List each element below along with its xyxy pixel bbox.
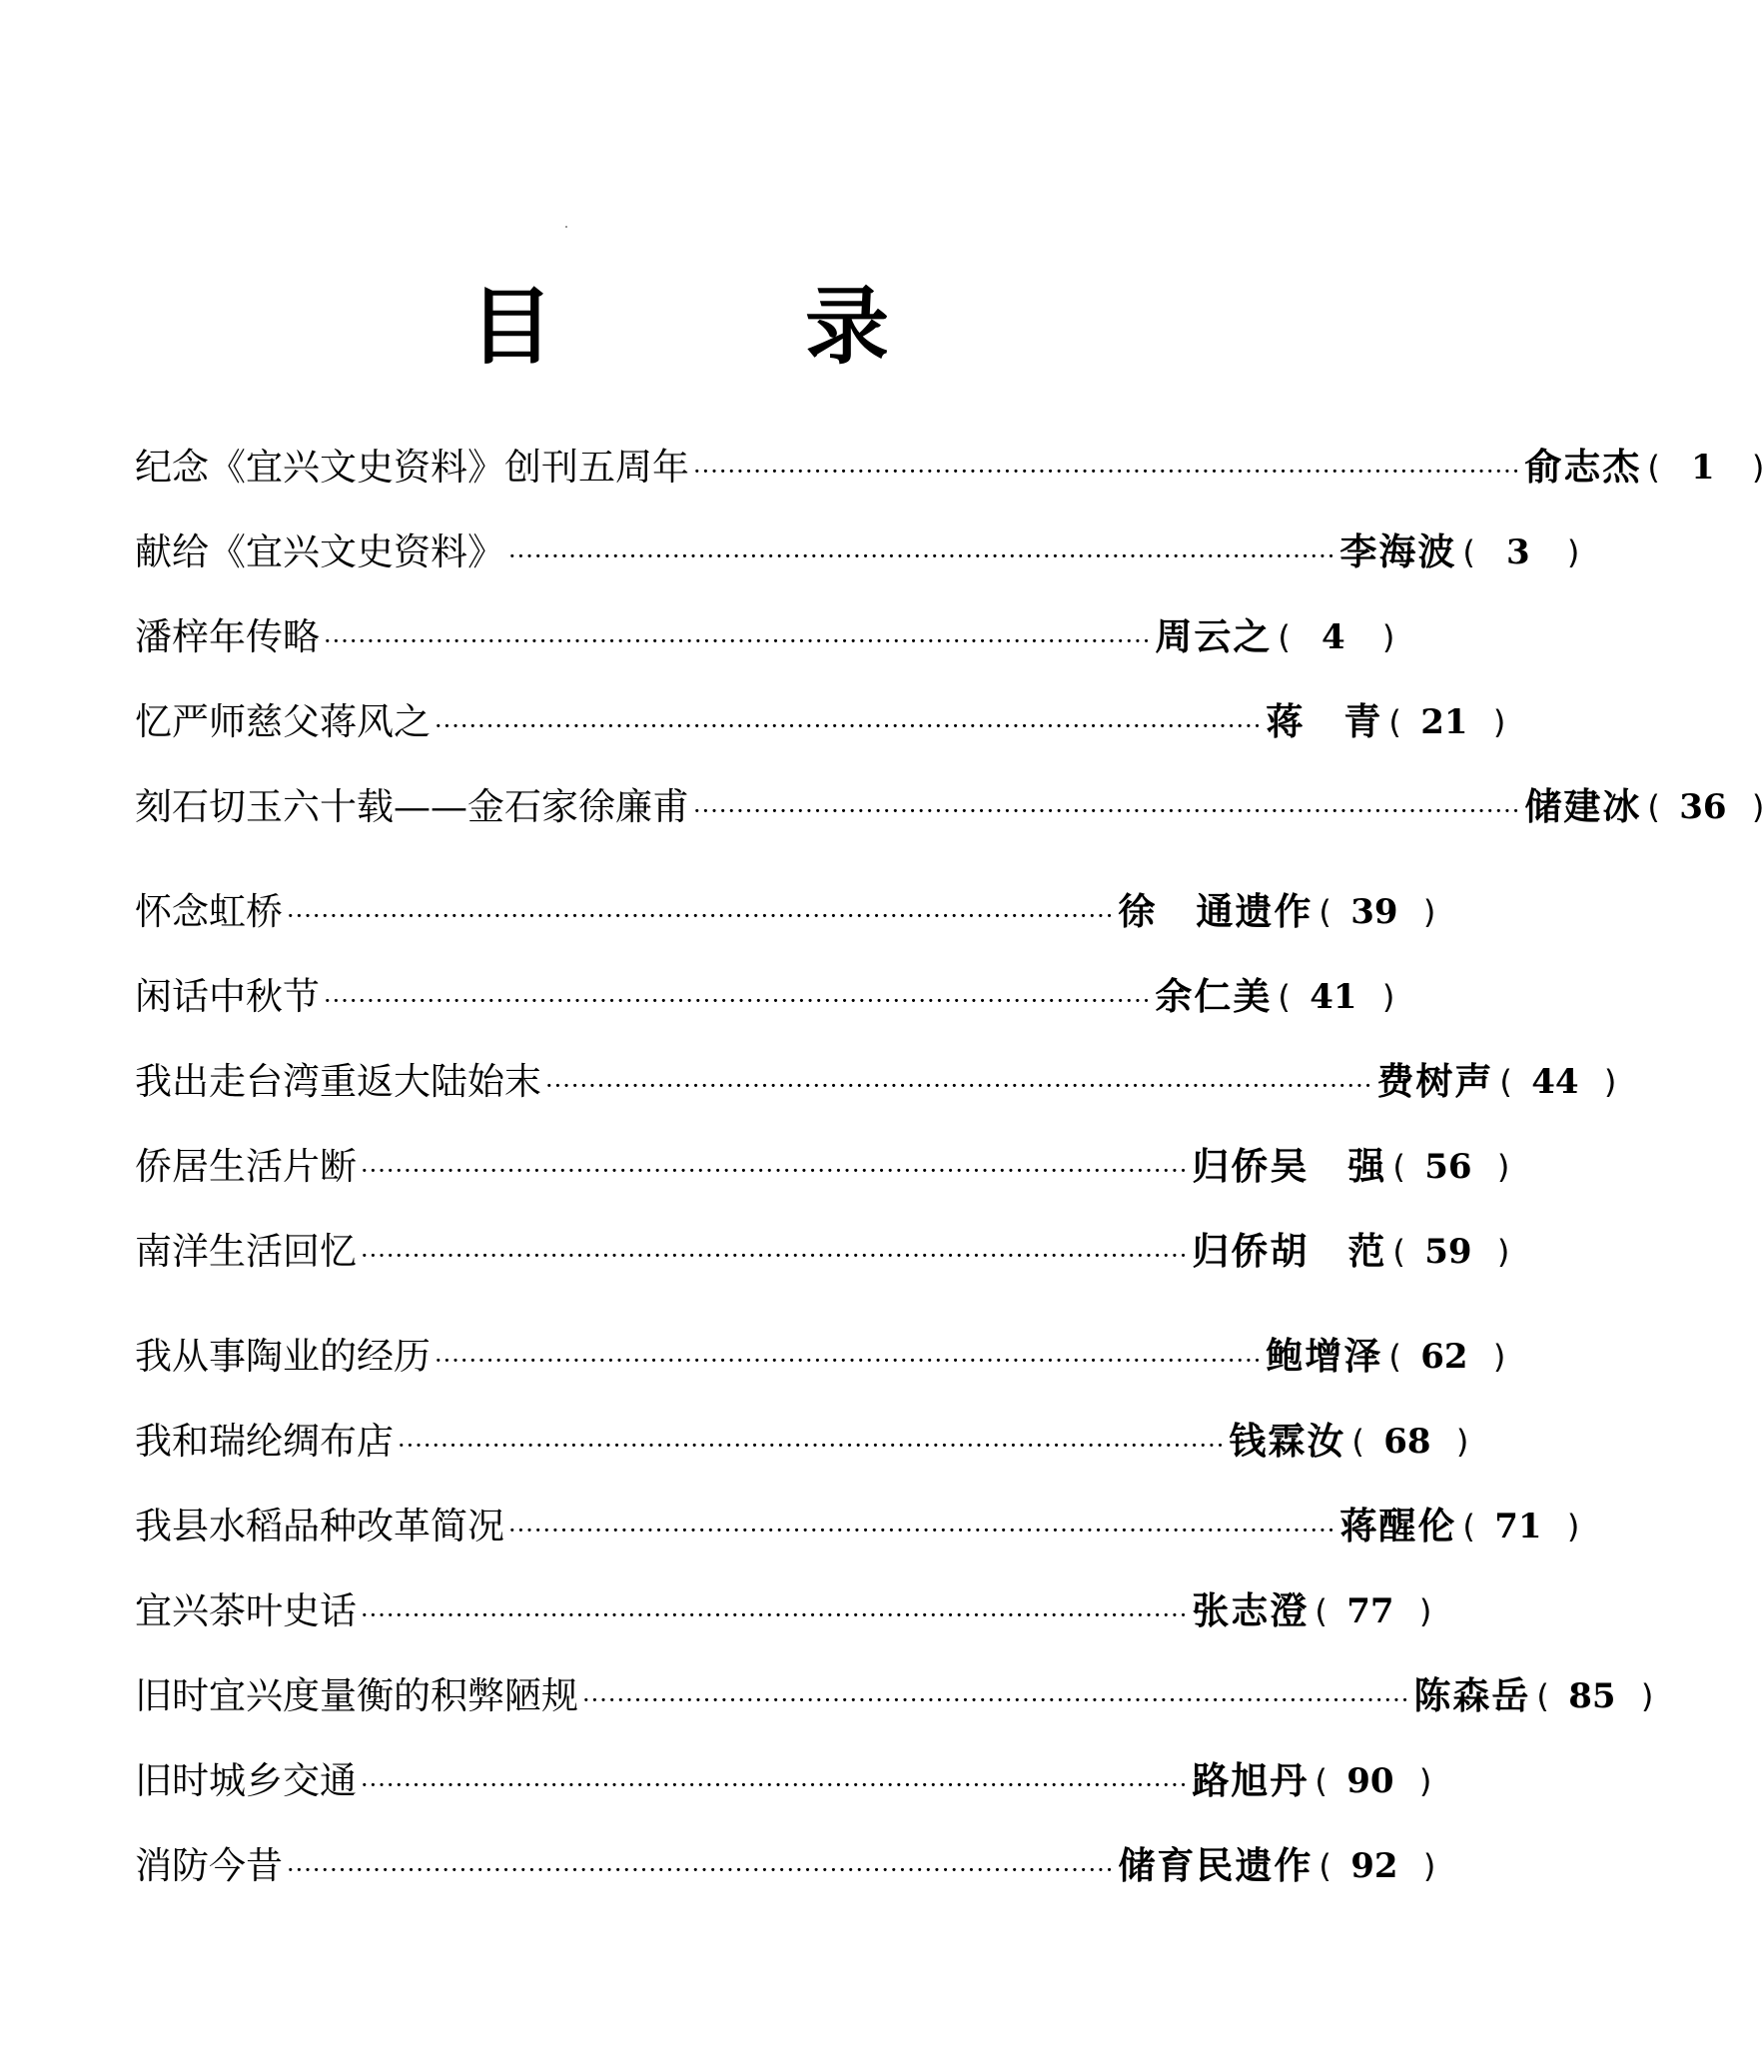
close-paren: ) [1492,702,1506,741]
table-of-contents [135,425,1764,1908]
open-paren: ( [1315,1591,1327,1630]
dot-leader: ································································································ [398,1431,1226,1460]
entry-page: 56 [1424,1146,1472,1187]
open-paren: ( [1388,1337,1401,1376]
close-paren: ) [1566,1507,1580,1546]
open-paren: ( [1278,617,1291,656]
toc-entry [135,1738,1432,1823]
open-paren: ( [1462,532,1475,571]
entry-author: 周云之 [1155,614,1273,658]
dot-leader: ································································································ [361,1156,1189,1185]
entry-page: 77 [1346,1590,1394,1631]
close-paren: ) [1381,977,1395,1016]
entry-author: 张志澄 [1192,1588,1310,1632]
close-paren: ) [1455,1422,1469,1461]
toc-entry [135,869,1436,954]
title-char-2: 录 [804,278,889,376]
close-paren: ) [1751,448,1764,487]
entry-title: 纪念《宜兴文史资料》创刊五周年 [135,446,689,489]
close-paren: ) [1418,1591,1432,1630]
dot-leader: ································································································ [361,1770,1189,1799]
toc-entry [135,594,1395,679]
open-paren: ( [1392,1232,1405,1271]
entry-title: 怀念虹桥 [135,890,283,933]
toc-entry [135,764,1764,849]
entry-author: 归侨吴 强 [1192,1144,1387,1188]
entry-page: 59 [1424,1231,1472,1272]
entry-page: 36 [1679,786,1727,827]
dot-leader: ································································································ [545,1071,1373,1100]
toc-entry [135,1823,1436,1908]
entry-page: 3 [1506,531,1530,572]
dot-leader: ································································································ [693,457,1521,486]
entry-title: 献给《宜兴文史资料》 [135,530,504,573]
close-paren: ) [1418,1761,1432,1800]
entry-page: 62 [1420,1336,1468,1377]
entry-author: 费树声 [1376,1059,1494,1103]
open-paren: ( [1647,448,1660,487]
entry-title: 宜兴茶叶史话 [135,1589,357,1632]
entry-author: 储建冰 [1524,784,1642,828]
dot-leader: ································································································ [693,796,1521,825]
entry-title: 潘梓年传略 [135,615,320,658]
entry-author: 储育民遗作 [1118,1843,1314,1887]
open-paren: ( [1536,1676,1549,1715]
entry-author: 李海波 [1339,529,1457,573]
toc-entry [135,1484,1580,1568]
open-paren: ( [1499,1062,1512,1101]
entry-title: 消防今昔 [135,1844,283,1887]
entry-title: 我出走台湾重返大陆始末 [135,1060,541,1103]
toc-entry [135,425,1764,510]
dot-leader: ································································································ [324,986,1152,1015]
entry-page: 4 [1322,616,1345,657]
open-paren: ( [1319,1846,1331,1885]
toc-entry [135,1209,1510,1294]
close-paren: ) [1566,532,1580,571]
close-paren: ) [1422,892,1436,931]
title-char-1: 目 [469,278,554,376]
toc-entry [135,1039,1617,1124]
dot-leader: ································································································ [361,1241,1189,1270]
open-paren: ( [1278,977,1291,1016]
entry-author: 陈森岳 [1413,1673,1531,1717]
toc-entry [135,1653,1654,1738]
entry-page: 68 [1383,1421,1431,1462]
dot-leader: ································································································ [435,711,1263,740]
toc-entry [135,1399,1469,1484]
open-paren: ( [1351,1422,1364,1461]
dot-leader: ································································································ [287,901,1115,930]
dot-leader: ································································································ [361,1600,1189,1629]
entry-author: 蒋 青 [1266,699,1383,743]
dot-leader: ································································································ [508,1516,1336,1545]
entry-page: 90 [1346,1760,1394,1801]
entry-title: 我和瑞纶绸布店 [135,1420,394,1463]
entry-page: 85 [1568,1675,1616,1716]
entry-author: 余仁美 [1155,974,1273,1018]
toc-entry [135,679,1506,764]
close-paren: ) [1496,1232,1510,1271]
entry-page: 39 [1350,891,1398,932]
close-paren: ) [1640,1676,1654,1715]
open-paren: ( [1647,787,1660,826]
open-paren: ( [1315,1761,1327,1800]
dot-leader: ································································································ [287,1855,1115,1884]
entry-title: 南洋生活回忆 [135,1230,357,1273]
entry-title: 刻石切玉六十载——金石家徐廉甫 [135,785,689,828]
open-paren: ( [1319,892,1331,931]
close-paren: ) [1603,1062,1617,1101]
open-paren: ( [1388,702,1401,741]
entry-title: 旧时城乡交通 [135,1759,357,1802]
toc-entry [135,510,1580,594]
entry-author: 钱霖汝 [1229,1419,1346,1463]
dot-leader: ································································································ [435,1346,1263,1375]
entry-page: 1 [1691,447,1715,488]
close-paren: ) [1422,1846,1436,1885]
entry-author: 归侨胡 范 [1192,1229,1387,1273]
dot-leader: ································································································ [508,541,1336,570]
dot-leader: ································································································ [324,626,1152,655]
entry-title: 我县水稻品种改革简况 [135,1505,504,1548]
close-paren: ) [1492,1337,1506,1376]
page-title [469,278,889,376]
entry-author: 蒋醒伦 [1339,1504,1457,1548]
toc-entry [135,1314,1506,1399]
entry-author: 俞志杰 [1524,445,1642,489]
entry-author: 徐 通遗作 [1118,889,1314,933]
entry-title: 忆严师慈父蒋风之 [135,700,431,743]
toc-entry [135,1568,1432,1653]
dot-leader: ································································································ [582,1685,1410,1714]
entry-title: 侨居生活片断 [135,1145,357,1188]
close-paren: ) [1751,787,1764,826]
toc-entry [135,954,1395,1039]
entry-page: 44 [1531,1061,1579,1102]
close-paren: ) [1496,1147,1510,1186]
entry-page: 21 [1420,701,1468,742]
open-paren: ( [1392,1147,1405,1186]
open-paren: ( [1462,1507,1475,1546]
entry-title: 闲话中秋节 [135,975,320,1018]
entry-author: 鲍增泽 [1266,1334,1383,1378]
entry-title: 我从事陶业的经历 [135,1335,431,1378]
close-paren: ) [1381,617,1395,656]
toc-entry [135,1124,1510,1209]
entry-page: 71 [1494,1506,1542,1547]
entry-title: 旧时宜兴度量衡的积弊陋规 [135,1674,578,1717]
entry-author: 路旭丹 [1192,1758,1310,1802]
scan-speck [565,226,567,228]
entry-page: 41 [1310,976,1357,1017]
entry-page: 92 [1350,1845,1398,1886]
